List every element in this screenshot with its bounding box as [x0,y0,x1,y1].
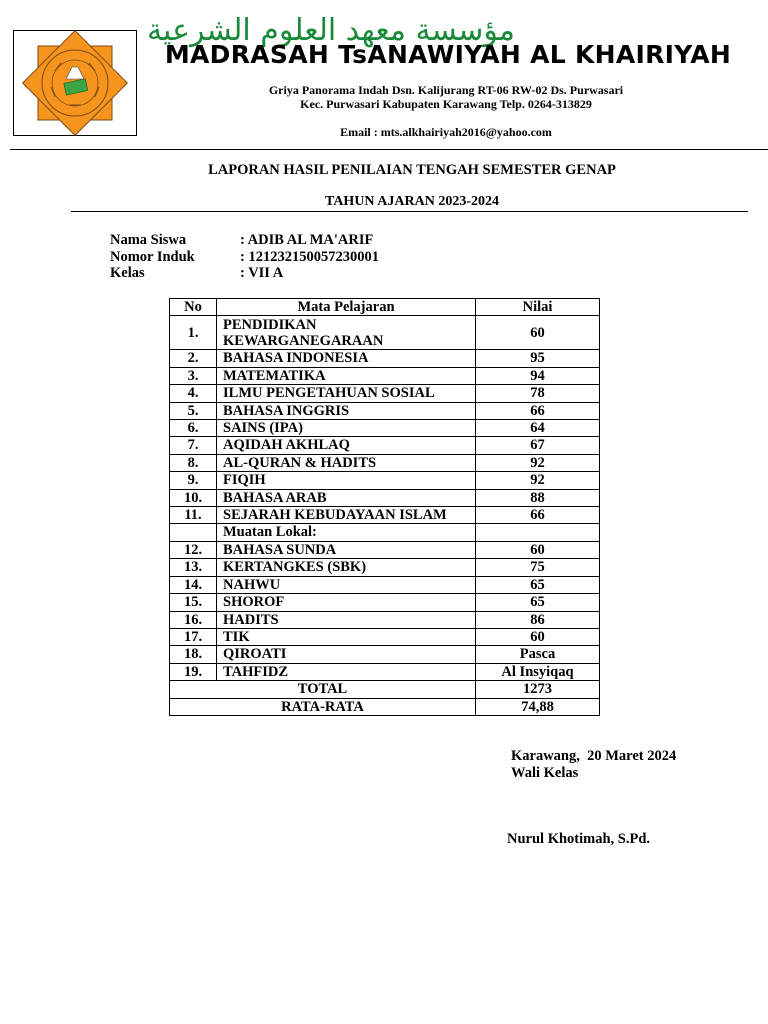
total-label: TOTAL [170,681,476,698]
student-id-label: Nomor Induk [110,248,195,265]
header-value: Nilai [476,299,600,316]
table-row [170,316,600,350]
grades-header-row [170,299,600,316]
row-number: 19. [170,663,217,680]
school-email: Email : mts.alkhairiyah2016@yahoo.com [340,125,552,139]
student-id-value: : 121232150057230001 [240,248,379,265]
star-octagram-seal-icon [14,31,136,135]
row-number: 10. [170,489,217,506]
row-value: 94 [476,367,600,384]
row-number: 18. [170,646,217,663]
row-subject: SEJARAH KEBUDAYAAN ISLAM [217,507,476,524]
school-logo [13,30,137,136]
row-value: Al Insyiqaq [476,663,600,680]
row-subject: QIROATI [217,646,476,663]
table-row [170,489,600,506]
row-subject: Muatan Lokal: [217,524,476,541]
row-subject: AL-QURAN & HADITS [217,454,476,471]
table-row [170,628,600,645]
table-row [170,576,600,593]
report-year: TAHUN AJARAN 2023-2024 [325,194,499,209]
school-name: MADRASAH TsANAWIYAH AL KHAIRIYAH [164,40,732,69]
arabic-foundation-title: مؤسسة معهد العلوم الشرعية [146,13,515,48]
row-subject: BAHASA SUNDA [217,541,476,558]
table-row [170,437,600,454]
row-value: 75 [476,559,600,576]
table-row [170,367,600,384]
average-label: RATA-RATA [170,698,476,715]
row-value: 65 [476,576,600,593]
average-row [170,698,600,715]
student-class-label: Kelas [110,265,145,281]
row-number: 9. [170,472,217,489]
row-value: 64 [476,420,600,437]
table-row [170,541,600,558]
row-subject: SHOROF [217,594,476,611]
row-number: 1. [170,316,217,350]
title-divider [71,211,748,212]
row-value: 78 [476,385,600,402]
grades-body [170,316,600,681]
table-row [170,663,600,680]
row-number: 16. [170,611,217,628]
row-number: 2. [170,350,217,367]
row-value: 60 [476,316,600,350]
student-id-row [110,249,379,266]
row-value: 88 [476,489,600,506]
table-row [170,594,600,611]
header-divider [10,149,768,150]
row-number [170,524,217,541]
row-number: 12. [170,541,217,558]
header-no: No [170,299,217,316]
row-value: 65 [476,594,600,611]
row-subject: HADITS [217,611,476,628]
grades-table [169,298,600,716]
section-row [170,524,600,541]
row-value: 95 [476,350,600,367]
row-value: 92 [476,454,600,471]
header-subject: Mata Pelajaran [217,299,476,316]
row-subject: KERTANGKES (SBK) [217,559,476,576]
row-number: 4. [170,385,217,402]
row-number: 5. [170,402,217,419]
address-line-2: Kec. Purwasari Kabupaten Karawang Telp. 0264-313829 [300,97,592,111]
report-title: LAPORAN HASIL PENILAIAN TENGAH SEMESTER GENAP [208,162,616,178]
school-address [196,83,696,111]
row-value: 66 [476,402,600,419]
table-row [170,507,600,524]
row-subject: TAHFIDZ [217,663,476,680]
row-subject: ILMU PENGETAHUAN SOSIAL [217,385,476,402]
row-subject: TIK [217,628,476,645]
row-number: 8. [170,454,217,471]
row-number: 7. [170,437,217,454]
row-subject: FIQIH [217,472,476,489]
table-row [170,611,600,628]
table-row [170,350,600,367]
row-value: 86 [476,611,600,628]
signature-place-date: Karawang, 20 Maret 2024 [511,748,677,764]
row-subject: SAINS (IPA) [217,420,476,437]
average-value: 74,88 [476,698,600,715]
row-number: 3. [170,367,217,384]
signature-block [511,748,676,782]
row-subject: NAHWU [217,576,476,593]
student-class-row [110,265,379,282]
row-value: 60 [476,541,600,558]
row-subject: BAHASA INGGRIS [217,402,476,419]
row-subject: BAHASA INDONESIA [217,350,476,367]
table-row [170,559,600,576]
row-subject: MATEMATIKA [217,367,476,384]
row-subject: BAHASA ARAB [217,489,476,506]
address-line-1: Griya Panorama Indah Dsn. Kalijurang RT-06 RW-02 Ds. Purwasari [268,83,624,97]
row-value: 60 [476,628,600,645]
row-number: 14. [170,576,217,593]
student-name-row [110,232,379,249]
table-row [170,385,600,402]
table-row [170,454,600,471]
total-row [170,681,600,698]
signature-role: Wali Kelas [511,765,579,781]
row-number: 15. [170,594,217,611]
row-number: 13. [170,559,217,576]
row-number: 6. [170,420,217,437]
row-subject: AQIDAH AKHLAQ [217,437,476,454]
row-value: Pasca [476,646,600,663]
student-class-value: : VII A [240,265,284,281]
row-number: 17. [170,628,217,645]
teacher-name: Nurul Khotimah, S.Pd. [507,831,651,847]
row-number: 11. [170,507,217,524]
student-name-value: : ADIB AL MA'ARIF [240,232,374,248]
total-value: 1273 [476,681,600,698]
table-row [170,402,600,419]
row-value: 66 [476,507,600,524]
row-value: 92 [476,472,600,489]
row-value: 67 [476,437,600,454]
table-row [170,472,600,489]
student-name-label: Nama Siswa [110,232,187,248]
row-value [476,524,600,541]
table-row [170,646,600,663]
table-row [170,420,600,437]
row-subject: PENDIDIKAN KEWARGANEGARAAN [217,316,476,350]
student-info [110,232,379,282]
